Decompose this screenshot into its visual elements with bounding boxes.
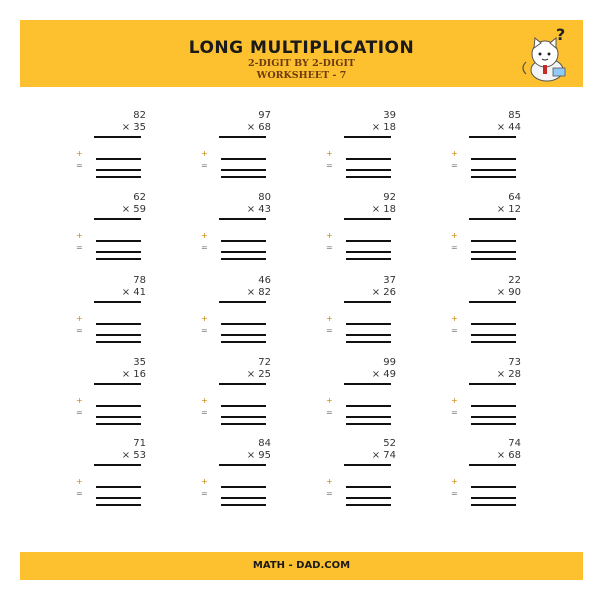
equals-sign: =	[326, 489, 333, 498]
multiplier: × 35	[121, 122, 146, 133]
multiplicand: 71	[133, 438, 146, 449]
multiplication-problem	[201, 192, 271, 262]
multiplier: × 28	[496, 369, 521, 380]
answer-line[interactable]	[96, 158, 141, 160]
multiplication-problem	[451, 110, 521, 180]
answer-line[interactable]	[346, 486, 391, 488]
answer-line[interactable]	[96, 416, 141, 418]
worksheet-title: LONG MULTIPLICATION	[188, 38, 415, 58]
answer-line[interactable]	[221, 341, 266, 343]
answer-line[interactable]	[96, 323, 141, 325]
answer-line[interactable]	[96, 504, 141, 506]
answer-line[interactable]	[471, 158, 516, 160]
plus-sign: +	[76, 314, 83, 323]
answer-line[interactable]	[346, 504, 391, 506]
product-line	[94, 383, 141, 385]
answer-line[interactable]	[96, 240, 141, 242]
answer-line[interactable]	[471, 497, 516, 499]
answer-line[interactable]	[221, 158, 266, 160]
answer-line[interactable]	[221, 251, 266, 253]
answer-line[interactable]	[346, 169, 391, 171]
plus-sign: +	[76, 149, 83, 158]
answer-line[interactable]	[96, 486, 141, 488]
plus-sign: +	[201, 396, 208, 405]
answer-line[interactable]	[346, 158, 391, 160]
answer-line[interactable]	[221, 176, 266, 178]
multiplication-problem	[451, 438, 521, 508]
answer-line[interactable]	[221, 240, 266, 242]
multiplicand: 82	[133, 110, 146, 121]
answer-line[interactable]	[346, 176, 391, 178]
multiplicand: 37	[383, 275, 396, 286]
multiplier: × 74	[371, 450, 396, 461]
answer-line[interactable]	[471, 251, 516, 253]
multiplication-problem	[326, 275, 396, 345]
multiplier: × 49	[371, 369, 396, 380]
product-line	[94, 136, 141, 138]
plus-sign: +	[451, 477, 458, 486]
equals-sign: =	[76, 243, 83, 252]
multiplier: × 26	[371, 287, 396, 298]
multiplier: × 53	[121, 450, 146, 461]
equals-sign: =	[451, 326, 458, 335]
answer-line[interactable]	[96, 258, 141, 260]
worksheet-footer	[20, 552, 583, 580]
answer-line[interactable]	[471, 334, 516, 336]
product-line	[94, 301, 141, 303]
answer-line[interactable]	[346, 341, 391, 343]
multiplier: × 12	[496, 204, 521, 215]
plus-sign: +	[76, 231, 83, 240]
site-name: MATH - DAD.COM	[252, 560, 351, 571]
equals-sign: =	[76, 326, 83, 335]
multiplier: × 41	[121, 287, 146, 298]
equals-sign: =	[76, 489, 83, 498]
product-line	[344, 136, 391, 138]
answer-line[interactable]	[346, 323, 391, 325]
equals-sign: =	[326, 408, 333, 417]
answer-line[interactable]	[471, 240, 516, 242]
multiplication-problem	[451, 192, 521, 262]
product-line	[94, 464, 141, 466]
multiplicand: 46	[258, 275, 271, 286]
multiplier: × 44	[496, 122, 521, 133]
multiplicand: 72	[258, 357, 271, 368]
multiplicand: 74	[508, 438, 521, 449]
multiplicand: 22	[508, 275, 521, 286]
answer-line[interactable]	[346, 405, 391, 407]
answer-line[interactable]	[221, 334, 266, 336]
answer-line[interactable]	[471, 486, 516, 488]
equals-sign: =	[451, 489, 458, 498]
multiplication-problem	[326, 438, 396, 508]
multiplier: × 68	[246, 122, 271, 133]
product-line	[344, 383, 391, 385]
worksheet-number: WORKSHEET - 7	[256, 70, 347, 81]
multiplier: × 95	[246, 450, 271, 461]
multiplier: × 43	[246, 204, 271, 215]
multiplication-problem	[76, 110, 146, 180]
equals-sign: =	[326, 326, 333, 335]
equals-sign: =	[451, 161, 458, 170]
equals-sign: =	[201, 161, 208, 170]
plus-sign: +	[451, 314, 458, 323]
multiplication-problem	[451, 275, 521, 345]
answer-line[interactable]	[221, 423, 266, 425]
answer-line[interactable]	[471, 176, 516, 178]
answer-line[interactable]	[346, 423, 391, 425]
equals-sign: =	[76, 408, 83, 417]
answer-line[interactable]	[221, 497, 266, 499]
thinking-cat-icon	[516, 24, 578, 84]
multiplication-problem	[201, 110, 271, 180]
product-line	[469, 136, 516, 138]
product-line	[469, 301, 516, 303]
multiplicand: 85	[508, 110, 521, 121]
equals-sign: =	[451, 408, 458, 417]
equals-sign: =	[451, 243, 458, 252]
multiplication-problem	[76, 275, 146, 345]
multiplicand: 92	[383, 192, 396, 203]
multiplication-problem	[326, 192, 396, 262]
product-line	[219, 464, 266, 466]
multiplication-problem	[451, 357, 521, 427]
multiplicand: 84	[258, 438, 271, 449]
answer-line[interactable]	[96, 423, 141, 425]
answer-line[interactable]	[471, 341, 516, 343]
plus-sign: +	[326, 149, 333, 158]
answer-line[interactable]	[96, 251, 141, 253]
answer-line[interactable]	[346, 497, 391, 499]
plus-sign: +	[76, 396, 83, 405]
multiplication-problem	[201, 357, 271, 427]
multiplicand: 35	[133, 357, 146, 368]
plus-sign: +	[326, 477, 333, 486]
product-line	[94, 218, 141, 220]
worksheet-subtitle: 2-DIGIT BY 2-DIGIT	[248, 58, 355, 69]
worksheet-header	[20, 20, 583, 87]
answer-line[interactable]	[471, 258, 516, 260]
multiplicand: 99	[383, 357, 396, 368]
multiplication-problem	[326, 357, 396, 427]
equals-sign: =	[326, 161, 333, 170]
equals-sign: =	[201, 326, 208, 335]
plus-sign: +	[201, 149, 208, 158]
plus-sign: +	[201, 477, 208, 486]
plus-sign: +	[451, 396, 458, 405]
multiplication-problem	[76, 192, 146, 262]
multiplier: × 82	[246, 287, 271, 298]
answer-line[interactable]	[221, 323, 266, 325]
answer-line[interactable]	[471, 504, 516, 506]
product-line	[469, 464, 516, 466]
answer-line[interactable]	[221, 258, 266, 260]
product-line	[219, 301, 266, 303]
product-line	[219, 383, 266, 385]
answer-line[interactable]	[221, 504, 266, 506]
multiplicand: 39	[383, 110, 396, 121]
product-line	[344, 464, 391, 466]
plus-sign: +	[451, 149, 458, 158]
plus-sign: +	[201, 231, 208, 240]
multiplication-problem	[76, 438, 146, 508]
answer-line[interactable]	[96, 334, 141, 336]
multiplication-problem	[326, 110, 396, 180]
equals-sign: =	[201, 489, 208, 498]
plus-sign: +	[326, 396, 333, 405]
answer-line[interactable]	[346, 240, 391, 242]
product-line	[344, 301, 391, 303]
multiplier: × 18	[371, 204, 396, 215]
product-line	[219, 136, 266, 138]
answer-line[interactable]	[346, 334, 391, 336]
answer-line[interactable]	[96, 169, 141, 171]
multiplicand: 64	[508, 192, 521, 203]
equals-sign: =	[201, 408, 208, 417]
multiplicand: 97	[258, 110, 271, 121]
multiplier: × 59	[121, 204, 146, 215]
multiplication-problem	[201, 275, 271, 345]
multiplication-problem	[76, 357, 146, 427]
equals-sign: =	[76, 161, 83, 170]
answer-line[interactable]	[221, 486, 266, 488]
multiplicand: 73	[508, 357, 521, 368]
answer-line[interactable]	[221, 405, 266, 407]
multiplicand: 52	[383, 438, 396, 449]
multiplier: × 25	[246, 369, 271, 380]
product-line	[469, 383, 516, 385]
multiplier: × 18	[371, 122, 396, 133]
multiplier: × 68	[496, 450, 521, 461]
multiplicand: 62	[133, 192, 146, 203]
answer-line[interactable]	[96, 341, 141, 343]
answer-line[interactable]	[471, 423, 516, 425]
answer-line[interactable]	[221, 169, 266, 171]
product-line	[344, 218, 391, 220]
plus-sign: +	[201, 314, 208, 323]
answer-line[interactable]	[96, 405, 141, 407]
plus-sign: +	[326, 314, 333, 323]
multiplicand: 78	[133, 275, 146, 286]
multiplicand: 80	[258, 192, 271, 203]
answer-line[interactable]	[346, 416, 391, 418]
equals-sign: =	[326, 243, 333, 252]
product-line	[469, 218, 516, 220]
multiplication-problem	[201, 438, 271, 508]
answer-line[interactable]	[96, 497, 141, 499]
plus-sign: +	[326, 231, 333, 240]
product-line	[219, 218, 266, 220]
answer-line[interactable]	[471, 169, 516, 171]
answer-line[interactable]	[471, 405, 516, 407]
answer-line[interactable]	[221, 416, 266, 418]
answer-line[interactable]	[346, 258, 391, 260]
svg-text:?: ?	[556, 25, 566, 44]
answer-line[interactable]	[471, 323, 516, 325]
answer-line[interactable]	[346, 251, 391, 253]
equals-sign: =	[201, 243, 208, 252]
answer-line[interactable]	[471, 416, 516, 418]
answer-line[interactable]	[96, 176, 141, 178]
multiplier: × 90	[496, 287, 521, 298]
plus-sign: +	[76, 477, 83, 486]
plus-sign: +	[451, 231, 458, 240]
multiplier: × 16	[121, 369, 146, 380]
